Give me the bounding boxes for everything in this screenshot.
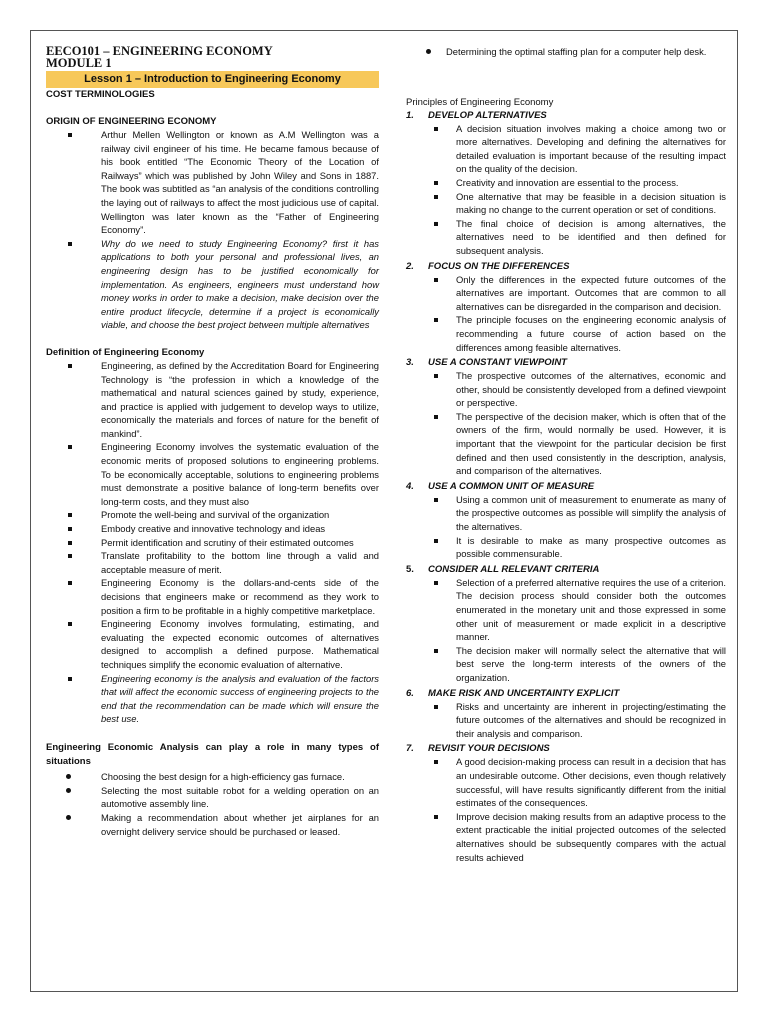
list-item: Engineering economy is the analysis and evaluation of the factors that will affect the economic success of engineering projects to the end that the recommendation can be made which will ensure the best use. [46, 672, 379, 726]
left-column [46, 45, 379, 838]
course-title: EECO101 – ENGINEERING ECONOMY [46, 44, 273, 58]
list-item: The principle focuses on the engineering economic analysis of recommending a future course of action based on the differences among feasible alternatives. [406, 313, 726, 354]
lesson-banner: Lesson 1 – Introduction to Engineering Economy [46, 71, 379, 88]
list-item: Risks and uncertainty are inherent in projecting/estimating the future outcomes of the alternatives and should be recognized in their analysis and comparison. [406, 700, 726, 741]
list-item: Creativity and innovation are essential to the process. [406, 176, 726, 190]
list-item: Improve decision making results from an adaptive process to the extent practicable the initial projected outcomes of the selected alternatives should be subsequently compares with the actual results achieved [406, 810, 726, 864]
principle-3-title: 3. USE A CONSTANT VIEWPOINT [406, 357, 567, 369]
principle-5-title: 5. CONSIDER ALL RELEVANT CRITERIA [406, 563, 600, 575]
definition-heading: Definition of Engineering Economy [46, 346, 205, 358]
list-item: Engineering Economy is the dollars-and-cents side of the decisions that engineers make or recommend as they work to position a firm to be profitable in a highly competitive marketplace. [46, 576, 379, 617]
list-item: Permit identification and scrutiny of their estimated outcomes [46, 536, 379, 550]
principle-2-list [406, 273, 726, 355]
list-item: Making a recommendation about whether jet airplanes for an overnight delivery service should be purchased or leased. [46, 811, 379, 838]
list-item: Only the differences in the expected future outcomes of the alternatives are important. Outcomes that are common to all alternatives can be disregarded in the comparison and decision. [406, 273, 726, 314]
list-item: The perspective of the decision maker, which is often that of the owners of the firm, would normally be used. However, it is important that the viewpoint for the particular decision be first defined and then used consistently in the description, analysis, and comparison of the alternatives. [406, 410, 726, 478]
list-item: It is desirable to make as many prospective outcomes as possible commensurable. [406, 534, 726, 561]
principle-4-list [406, 493, 726, 561]
list-item: The prospective outcomes of the alternatives, economic and other, should be consistently developed from a defined viewpoint or perspective. [406, 369, 726, 410]
principle-6-title: 6. MAKE RISK AND UNCERTAINTY EXPLICIT [406, 687, 620, 699]
section-subtitle: COST TERMINOLOGIES [46, 89, 155, 100]
right-column [406, 45, 726, 864]
principle-5-list [406, 576, 726, 685]
principle-3-list [406, 369, 726, 478]
list-item: Engineering, as defined by the Accreditation Board for Engineering Technology is “the profession in which a knowledge of the mathematical and natural sciences gained by study, experience, and practice is applied with judgement to develop ways to utilize, economically the materials and forces of nature for the benefit of mankind”. [46, 359, 379, 441]
roles-heading: Engineering Economic Analysis can play a role in many types of situations [46, 741, 379, 767]
principle-7-list [406, 755, 726, 864]
list-item: One alternative that may be feasible in a decision situation is making no change to the current operation or set of conditions. [406, 190, 726, 217]
list-item: Selection of a preferred alternative requires the use of a criterion. The decision process should consider both the outcomes enumerated in the monetary unit and those expressed in some other unit of measurement or made explicit in a descriptive manner. [406, 576, 726, 644]
list-item: Engineering Economy involves formulating, estimating, and evaluating the expected economic outcomes of alternatives designed to accomplish a defined purpose. Mathematical techniques simplify the economic evaluation of alternative. [46, 617, 379, 671]
principle-4-title: 4. USE A COMMON UNIT OF MEASURE [406, 480, 595, 492]
list-item: The decision maker will normally select the alternative that will best serve the long-term interests of the owners of the organization. [406, 644, 726, 685]
definition-list [46, 359, 379, 726]
module-title: MODULE 1 [46, 56, 112, 70]
list-item: Choosing the best design for a high-efficiency gas furnace. [46, 770, 379, 784]
list-item: Using a common unit of measurement to enumerate as many of the prospective outcomes as possible will simplify the analysis of the alternatives. [406, 493, 726, 534]
principle-2-title: 2. FOCUS ON THE DIFFERENCES [406, 260, 570, 272]
list-item: Why do we need to study Engineering Economy? first it has applications to both your personal and professional lives, an engineering design has to be justified economically for implementation. As engineers, engineers must understand how money works in order to make a decision, make decision over the entire product lifecycle, determine if a project is economically viable, and choose the best project between multiple alternatives [46, 237, 379, 332]
list-item: Arthur Mellen Wellington or known as A.M Wellington was a railway civil engineer of his time. He became famous because of his book entitled “The Economic Theory of the Location of Railways” which was published by John Wiley and Sons in 1887. The book was subtitled as “an analysis of the conditions controlling the laying out of railways to affect the most judicious use of capital. Wellington was later known as the “Father of Engineering Economy”. [46, 128, 379, 237]
principle-1-list [406, 122, 726, 258]
list-item: A decision situation involves making a choice among two or more alternatives. Developing and defining the alternatives for detailed evaluation is important because of the resulting impact on the quality of the decision. [406, 122, 726, 176]
origin-heading: ORIGIN OF ENGINEERING ECONOMY [46, 116, 217, 127]
roles-list-continued [406, 45, 726, 59]
document-page [30, 30, 738, 992]
list-item: The final choice of decision is among alternatives, the alternatives need to be identified and then defined for subsequent analysis. [406, 217, 726, 258]
origin-list [46, 128, 379, 332]
list-item: Engineering Economy involves the systematic evaluation of the economic merits of proposed solutions to engineering problems. To be economically acceptable, solutions to engineering problems must demonstrate a positive balance of long-term benefits over long-term costs, and they must also [46, 440, 379, 508]
list-item: A good decision-making process can result in a decision that has an undesirable outcome. Other decisions, even though relatively successful, will have results significantly different from the initial estimates of the consequences. [406, 755, 726, 809]
principle-7-title: 7. REVISIT YOUR DECISIONS [406, 743, 550, 755]
principle-6-list [406, 700, 726, 741]
principles-heading: Principles of Engineering Economy [406, 96, 554, 108]
list-item: Promote the well-being and survival of the organization [46, 508, 379, 522]
list-item: Determining the optimal staffing plan for a computer help desk. [406, 45, 726, 59]
list-item: Selecting the most suitable robot for a welding operation on an automotive assembly line. [46, 784, 379, 811]
roles-list [46, 770, 379, 838]
list-item: Embody creative and innovative technology and ideas [46, 522, 379, 536]
list-item: Translate profitability to the bottom line through a valid and acceptable measure of merit. [46, 549, 379, 576]
principle-1-title: 1. DEVELOP ALTERNATIVES [406, 109, 547, 121]
